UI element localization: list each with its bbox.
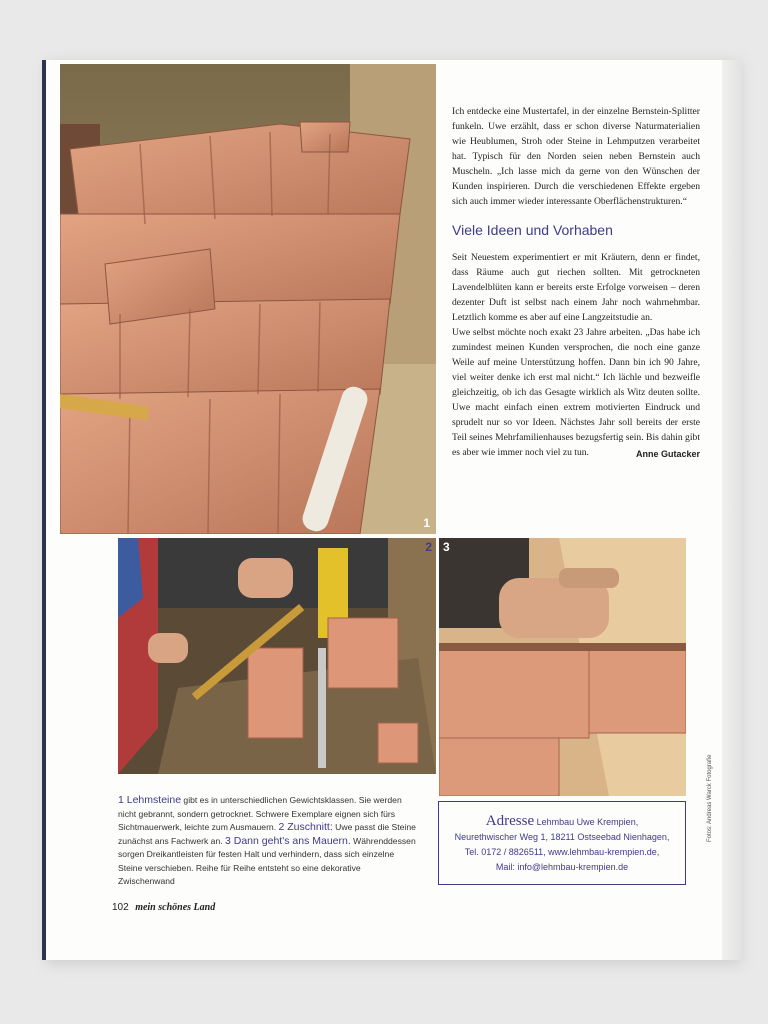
caption-highlight-1: 1 Lehmsteine bbox=[118, 794, 182, 806]
photo-caption bbox=[118, 794, 418, 889]
address-line-4: Mail: info@lehmbau-krempien.de bbox=[495, 862, 629, 872]
caption-text-1: gibt es in unterschiedlichen Gewichtsklassen. Sie werden nicht gebrannt, sondern getrocknet. Schwere Exemplare eignen sich fürs Sichtmauerwerk, leichte zum Ausmauern. bbox=[118, 795, 402, 832]
page-footer bbox=[112, 902, 215, 913]
article-body bbox=[452, 104, 700, 462]
article-paragraph: Uwe selbst möchte noch exakt 23 Jahre arbeiten. „Das habe ich zumindest meinen Kunden versprochen, die noch eine ganze Weile auf meine Unterstützung hoffen. Dann bin ich 90 Jahre, viel weiter denke ich erst mal nicht.“ Ich lächle und bezweifle gleichzeitig, ob ich das Gesagte wirklich als Witz deuten sollte. Uwe macht einfach einen extrem motivierten Eindruck und sprudelt nur so vor Ideen. Nächstes Jahr soll bereits der erste Teil seines Mehrfamilienhauses bezugsfertig sein. Bis dahin gibt es aber wie immer noch viel zu tun. bbox=[452, 327, 700, 458]
address-line-1: Lehmbau Uwe Krempien, bbox=[536, 817, 639, 827]
address-line-3: Tel. 0172 / 8826511, www.lehmbau-krempien.de, bbox=[464, 847, 660, 857]
caption-highlight-3: 3 Dann geht's ans Mauern. bbox=[225, 834, 351, 847]
address-box bbox=[438, 801, 686, 885]
photo-brick-stack bbox=[60, 64, 436, 534]
author-name: Anne Gutacker bbox=[635, 449, 700, 459]
photo-number-2: 2 bbox=[425, 540, 432, 554]
photo-brick-cutting bbox=[118, 538, 436, 774]
photo-brick-laying bbox=[439, 538, 686, 796]
photo-number-1: 1 bbox=[423, 516, 430, 530]
caption-highlight-2: 2 Zuschnitt: bbox=[278, 821, 333, 833]
photo-number-3: 3 bbox=[443, 540, 450, 554]
page-edge bbox=[722, 60, 742, 960]
caption-text-3: Währenddessen sorgen Dreikantleisten für festen Halt und verhindern, dass sich einzelne Steine verschieben. Reihe für Reihe entsteht so eine dekorative Zwischenwand bbox=[118, 835, 416, 886]
caption-text-2: Uwe passt die Steine zunächst ans Fachwerk an. bbox=[118, 822, 416, 846]
article-paragraph: Ich entdecke eine Mustertafel, in der einzelne Bernstein-Splitter funkeln. Uwe erzählt, dass er schon diverse Naturmaterialien wie Heublumen, Stroh oder Steine in Lehmputzen verarbeitet hat. Typisch für den Norden seien neben Bernstein auch Muscheln. „Ich lasse mich da gerne von den Wünschen der Kunden inspirieren. Durch die verschiedenen Effekte ergeben sich auch immer wieder interessante Oberflächenstrukturen.“ bbox=[452, 106, 700, 207]
page-number: 102 bbox=[112, 902, 129, 913]
article-paragraph: Seit Neuestem experimentiert er mit Kräutern, denn er findet, dass Räume auch gut riechen sollten. Mit getrockneten Lavendelblüten kann er bereits erste Erfolge vorweisen – deren dezenter Duft ist selbst nach einem Jahr noch wahrnehmbar. Letztlich komme es aber auf eine Langzeitstudie an. bbox=[452, 252, 700, 323]
section-heading: Viele Ideen und Vorhaben bbox=[452, 222, 613, 238]
page-spine bbox=[42, 60, 46, 960]
magazine-name: mein schönes Land bbox=[135, 902, 216, 913]
address-title: Adresse bbox=[485, 813, 535, 829]
magazine-page bbox=[42, 60, 742, 960]
address-line-2: Neurethwischer Weg 1, 18211 Ostseebad Nienhagen, bbox=[454, 832, 670, 842]
photo-credit: Fotos: Andreas Warck Fotografie bbox=[707, 754, 713, 842]
